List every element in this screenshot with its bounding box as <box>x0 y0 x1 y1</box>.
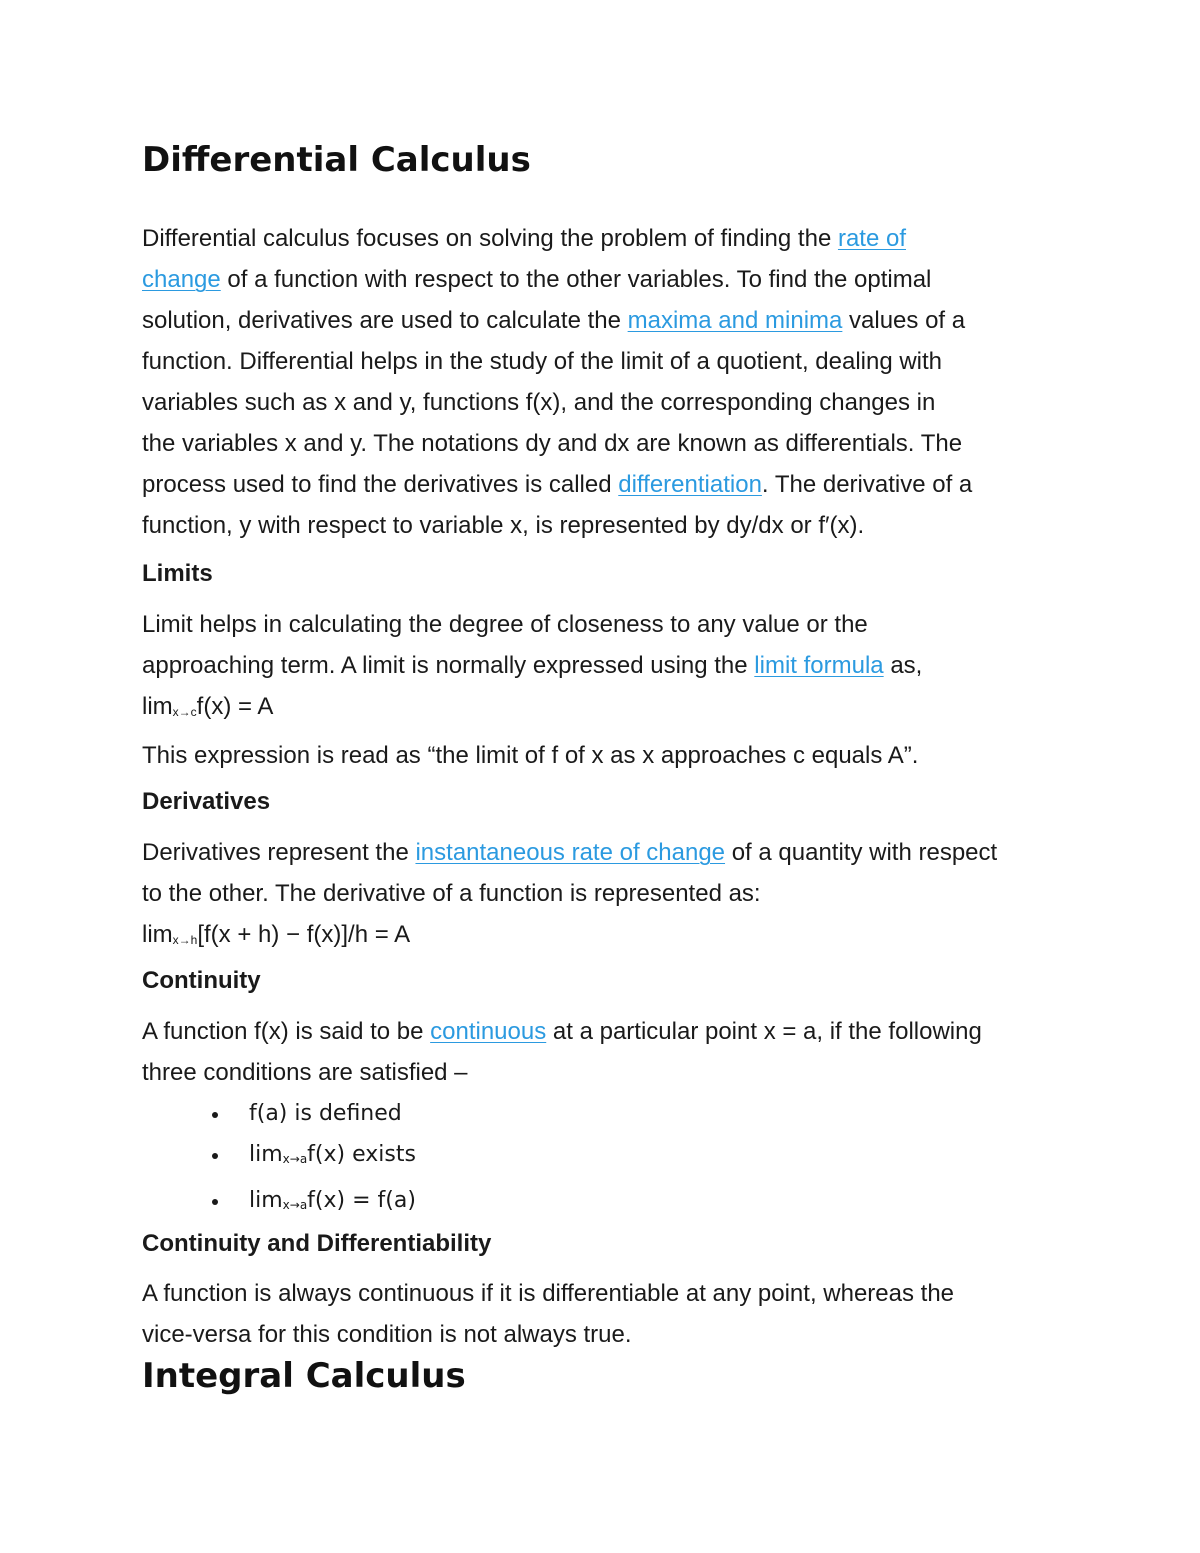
bullet-icon <box>212 1199 218 1205</box>
limits-reading: This expression is read as “the limit of f of x as x approaches c equals A”. <box>142 742 919 769</box>
bullet-icon <box>212 1153 218 1159</box>
limits-paragraph: Limit helps in calculating the degree of closeness to any value or the approaching term. A limit is normally expressed using the limit formula as, limx→cf(x) = A <box>142 604 1062 733</box>
link-differentiation[interactable]: differentiation <box>618 471 762 498</box>
limit-formula: limx→cf(x) = A <box>142 693 274 720</box>
derivative-formula: limx→h[f(x + h) − f(x)]/h = A <box>142 921 411 948</box>
link-continuous[interactable]: continuous <box>430 1018 547 1045</box>
section-title-differential-calculus: Differential Calculus <box>142 140 531 180</box>
link-instantaneous-rate-of-change[interactable]: instantaneous rate of change <box>415 839 726 866</box>
derivatives-paragraph: Derivatives represent the instantaneous rate of change of a quantity with respect to the other. The derivative of a function is represented as: limx→h[f(x + h) − f(x)]/h = A <box>142 832 1062 961</box>
heading-limits: Limits <box>142 560 213 587</box>
list-item: limx→af(x) = f(a) <box>212 1180 416 1226</box>
heading-derivatives: Derivatives <box>142 788 271 815</box>
link-maxima-and-minima[interactable]: maxima and minima <box>627 307 843 334</box>
continuity-paragraph: A function f(x) is said to be continuous at a particular point x = a, if the following three conditions are satisfied – <box>142 1018 982 1086</box>
list-item: f(a) is defined <box>212 1093 416 1134</box>
heading-continuity-and-differentiability: Continuity and Differentiability <box>142 1230 492 1257</box>
link-rate-of-change[interactable]: rate of <box>837 225 906 252</box>
section-title-integral-calculus: Integral Calculus <box>142 1356 466 1396</box>
link-limit-formula[interactable]: limit formula <box>754 652 884 679</box>
continuity-conditions-list <box>212 1093 416 1226</box>
list-item: limx→af(x) exists <box>212 1134 416 1180</box>
bullet-icon <box>212 1112 218 1118</box>
link-rate-of-change-cont[interactable]: change <box>142 266 221 293</box>
heading-continuity: Continuity <box>142 967 261 994</box>
continuity-differentiability-paragraph: A function is always continuous if it is differentiable at any point, whereas the vice-versa for this condition is not always true. <box>142 1280 955 1348</box>
intro-paragraph: Differential calculus focuses on solving the problem of finding the rate of change of a function with respect to the other variables. To find the optimal solution, derivatives are used to calculate the maxima and minima values of a function. Differential helps in the study of the limit of a quotient, dealing with variables such as x and y, functions f(x), and the corresponding changes in the variables x and y. The notations dy and dx are known as differentials. The process used to find the derivatives is called differentiation. The derivative of a function, y with respect to variable x, is represented by dy/dx or f′(x). <box>142 225 973 539</box>
